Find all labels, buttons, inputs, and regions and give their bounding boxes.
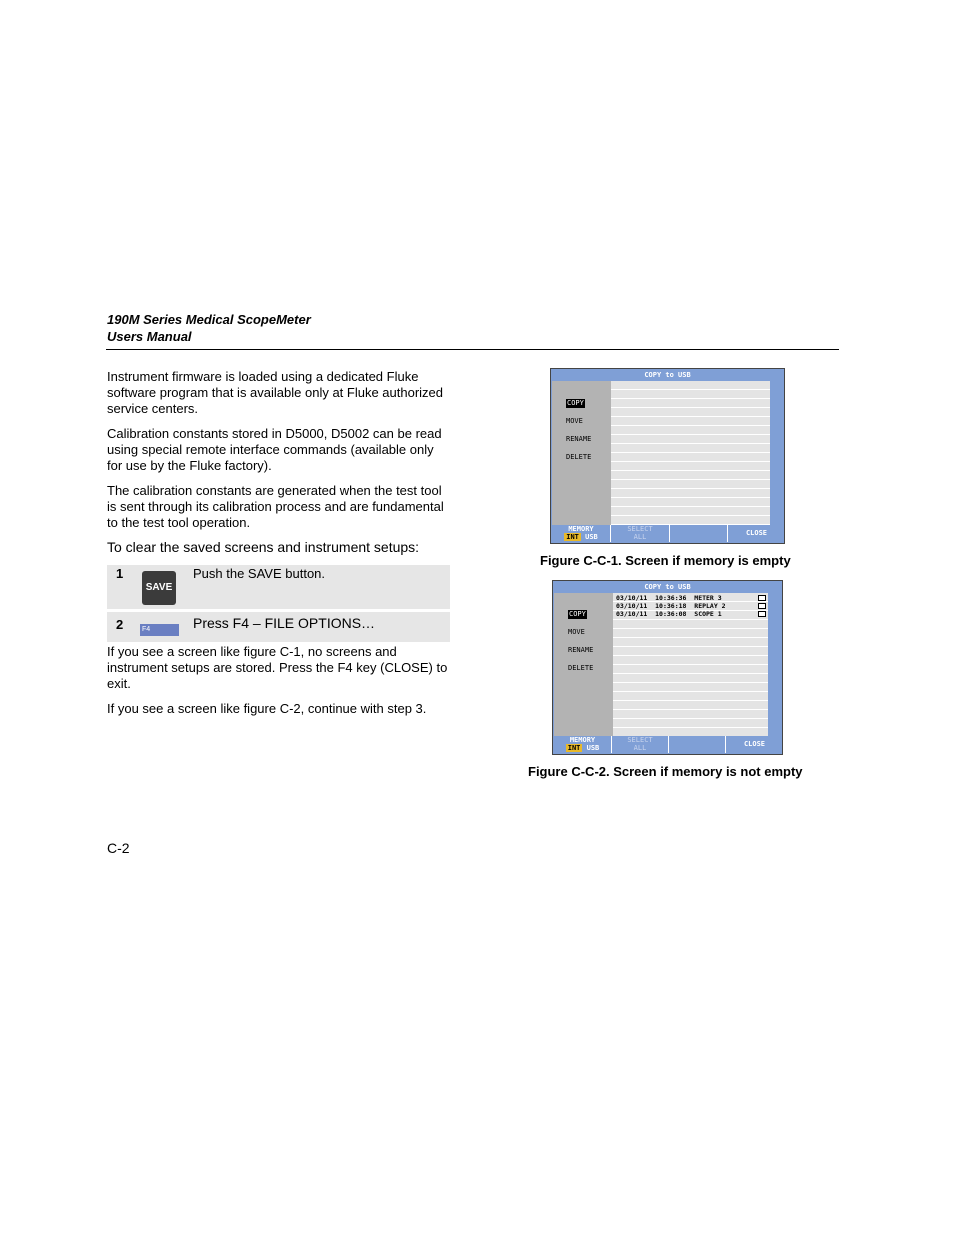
f4-close-key (728, 525, 785, 542)
menu-panel (552, 381, 611, 525)
f2-label: SELECT (627, 736, 653, 744)
f3-key (669, 736, 726, 753)
menu-panel (554, 593, 613, 736)
manual-title: 190M Series Medical ScopeMeter (107, 312, 311, 327)
f1-label: MEMORY (569, 736, 596, 744)
paragraph-if-not-empty: If you see a screen like figure C-2, continue with step 3. (107, 701, 427, 716)
int-badge: INT (566, 533, 579, 541)
f1-memory-key (552, 525, 611, 542)
step-text: Press F4 – FILE OPTIONS… (193, 615, 376, 631)
paragraph-calibration-generated: The calibration constants are generated when the test tool is sent through its calibration process and are fundamental to the test tool operation. (107, 483, 444, 530)
f2-label-all: ALL (633, 533, 647, 541)
f4-label: CLOSE (743, 740, 766, 748)
figure2-screen (552, 580, 783, 755)
steps-intro: To clear the saved screens and instrument setups: (107, 539, 420, 555)
f2-select-all-key (612, 736, 669, 753)
f1-memory-key (554, 736, 612, 753)
function-key-bar (554, 736, 781, 753)
f4-close-key (726, 736, 783, 753)
scope-record-icon (758, 611, 766, 617)
function-key-bar (552, 525, 783, 542)
page-number: C-2 (107, 840, 130, 856)
f2-select-all-key (611, 525, 670, 542)
menu-delete: DELETE (566, 453, 592, 461)
f1-label: MEMORY (568, 525, 594, 533)
replay-record-icon (758, 603, 766, 609)
figure1-caption: Figure C-C-1. Screen if memory is empty (540, 553, 791, 568)
steps-table (107, 565, 450, 642)
usb-label: USB (585, 533, 598, 541)
menu-rename: RENAME (568, 646, 594, 654)
step-row (107, 612, 450, 642)
f2-label: SELECT (627, 525, 653, 533)
step-text: Push the SAVE button. (193, 566, 326, 581)
record-row: 03/10/11 10:36:18 REPLAY 2 (616, 602, 726, 610)
menu-copy: COPY (569, 610, 586, 618)
manual-subtitle: Users Manual (107, 329, 192, 344)
f2-label-all: ALL (633, 744, 647, 752)
usb-label: USB (586, 744, 600, 752)
record-row: 03/10/11 10:36:08 SCOPE 1 (616, 610, 722, 618)
header-rule (106, 349, 839, 350)
screen-title: COPY to USB (644, 371, 691, 379)
meter-record-icon (758, 595, 766, 601)
menu-copy: COPY (567, 399, 584, 407)
step-number: 2 (116, 617, 124, 632)
step-number: 1 (116, 566, 124, 581)
f4-key-icon: F4 (140, 624, 179, 636)
f3-key (670, 525, 728, 542)
menu-move: MOVE (566, 417, 583, 425)
step-row (107, 565, 450, 609)
int-badge: INT (567, 744, 581, 752)
record-row: 03/10/11 10:36:36 METER 3 (616, 594, 722, 602)
f4-label: CLOSE (745, 529, 768, 537)
paragraph-calibration-read: Calibration constants stored in D5000, D5002 can be read using special remote interface commands (available only for use by the Fluke factory). (107, 426, 442, 473)
save-key-icon: SAVE (142, 571, 176, 605)
menu-delete: DELETE (568, 664, 594, 672)
figure2-caption: Figure C-C-2. Screen if memory is not empty (528, 764, 803, 779)
paragraph-if-empty: If you see a screen like figure C-1, no screens and instrument setups are stored. Press the F4 key (CLOSE) to exit. (107, 644, 448, 691)
menu-move: MOVE (568, 628, 585, 636)
screen-title: COPY to USB (644, 583, 691, 591)
figure1-screen (550, 368, 785, 544)
menu-rename: RENAME (566, 435, 592, 443)
file-list (611, 381, 770, 525)
paragraph-firmware: Instrument firmware is loaded using a dedicated Fluke software program that is available only at Fluke authorized service centers. (107, 369, 444, 416)
